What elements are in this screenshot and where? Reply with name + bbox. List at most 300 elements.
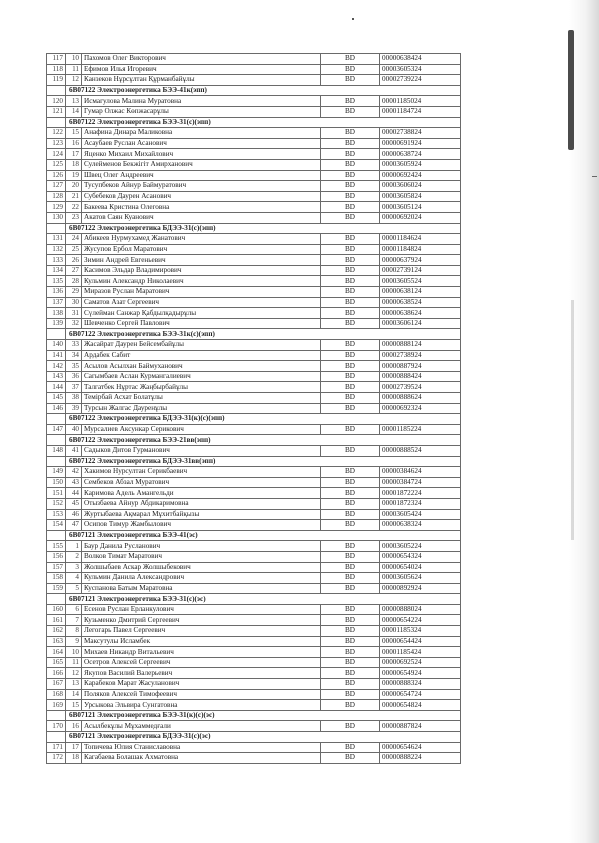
diploma-number: 00000692324	[380, 403, 461, 414]
group-header: 6В07122 Электроэнергетика БЭЭ-21вв(эпп)	[66, 435, 461, 446]
table-row	[47, 361, 461, 372]
table-body	[47, 54, 461, 764]
degree-code: BD	[321, 403, 380, 414]
table-row	[47, 509, 461, 520]
full-name: Баур Данила Русланович	[82, 541, 321, 552]
table-row	[47, 403, 461, 414]
group-number: 39	[66, 403, 82, 414]
table-row	[47, 562, 461, 573]
diploma-number: 00003605224	[380, 541, 461, 552]
row-number: 160	[47, 604, 66, 615]
group-header-row	[47, 117, 461, 128]
diploma-number: 00000654924	[380, 668, 461, 679]
diploma-number: 00000692024	[380, 212, 461, 223]
full-name: Жасайрат Даурен Бейсембайұлы	[82, 340, 321, 351]
degree-code: BD	[321, 138, 380, 149]
diploma-number: 00000384724	[380, 477, 461, 488]
row-number: 123	[47, 138, 66, 149]
group-header: 6В07122 Электроэнергетика БЭЭ-31(с)(эпп)	[66, 117, 461, 128]
degree-code: BD	[321, 64, 380, 75]
table-row	[47, 255, 461, 266]
diploma-number: 00000638524	[380, 297, 461, 308]
full-name: Субебеков Даурен Асанович	[82, 191, 321, 202]
table-row	[47, 573, 461, 584]
row-number: 166	[47, 668, 66, 679]
row-number: 119	[47, 75, 66, 86]
group-number: 37	[66, 382, 82, 393]
group-number: 16	[66, 138, 82, 149]
diploma-number: 00002739224	[380, 75, 461, 86]
group-header: 6В07122 Электроэнергетика БЭЭ-41к(эпп)	[66, 85, 461, 96]
row-number: 146	[47, 403, 66, 414]
table-row	[47, 128, 461, 139]
row-number: 117	[47, 54, 66, 65]
degree-code: BD	[321, 551, 380, 562]
empty-cell	[47, 732, 66, 743]
degree-code: BD	[321, 498, 380, 509]
degree-code: BD	[321, 657, 380, 668]
degree-code: BD	[321, 679, 380, 690]
full-name: Талгатбек Нұртас Жаңбырбайұлы	[82, 382, 321, 393]
table-row	[47, 276, 461, 287]
table-row	[47, 488, 461, 499]
degree-code: BD	[321, 477, 380, 488]
degree-code: BD	[321, 287, 380, 298]
table-row	[47, 636, 461, 647]
degree-code: BD	[321, 615, 380, 626]
group-header-row	[47, 710, 461, 721]
group-number: 38	[66, 393, 82, 404]
table-row	[47, 700, 461, 711]
diploma-number: 00000638124	[380, 287, 461, 298]
group-number: 29	[66, 287, 82, 298]
full-name: Кульмин Данила Александрович	[82, 573, 321, 584]
group-number: 23	[66, 212, 82, 223]
full-name: Михаев Никандр Витальевич	[82, 647, 321, 658]
full-name: Осетров Алексей Сергеевич	[82, 657, 321, 668]
group-header-row	[47, 414, 461, 425]
table-row	[47, 318, 461, 329]
diploma-number: 00000654224	[380, 615, 461, 626]
full-name: Саматов Азат Сергеевич	[82, 297, 321, 308]
row-number: 150	[47, 477, 66, 488]
degree-code: BD	[321, 583, 380, 594]
row-number: 153	[47, 509, 66, 520]
scan-dash	[592, 176, 597, 177]
degree-code: BD	[321, 700, 380, 711]
empty-cell	[47, 117, 66, 128]
diploma-number: 00000638424	[380, 54, 461, 65]
group-number: 12	[66, 75, 82, 86]
full-name: Асылбекұлы Мұхаммедғали	[82, 721, 321, 732]
group-number: 19	[66, 170, 82, 181]
degree-code: BD	[321, 234, 380, 245]
degree-code: BD	[321, 159, 380, 170]
diploma-number: 00000692424	[380, 170, 461, 181]
full-name: Асаубаев Руслан Асанович	[82, 138, 321, 149]
table-row	[47, 498, 461, 509]
degree-code: BD	[321, 626, 380, 637]
table-row	[47, 753, 461, 764]
row-number: 129	[47, 202, 66, 213]
table-row	[47, 54, 461, 65]
group-number: 18	[66, 753, 82, 764]
full-name: Сембеков Абзал Муратович	[82, 477, 321, 488]
group-header: 6В07121 Электроэнергетика БЭЭ-41(эс)	[66, 530, 461, 541]
table-row	[47, 647, 461, 658]
row-number: 161	[47, 615, 66, 626]
degree-code: BD	[321, 668, 380, 679]
diploma-number: 00000384624	[380, 467, 461, 478]
group-header-row	[47, 456, 461, 467]
group-number: 42	[66, 467, 82, 478]
table-row	[47, 308, 461, 319]
row-number: 143	[47, 371, 66, 382]
full-name: Поляков Алексей Тимофеевич	[82, 689, 321, 700]
row-number: 163	[47, 636, 66, 647]
table-row	[47, 287, 461, 298]
full-name: Максутулы Исламбек	[82, 636, 321, 647]
group-number: 3	[66, 562, 82, 573]
diploma-number: 00000888324	[380, 679, 461, 690]
degree-code: BD	[321, 520, 380, 531]
table-row	[47, 64, 461, 75]
table-row	[47, 234, 461, 245]
empty-cell	[47, 435, 66, 446]
table-row	[47, 615, 461, 626]
table-row	[47, 583, 461, 594]
degree-code: BD	[321, 191, 380, 202]
diploma-number: 00001185424	[380, 647, 461, 658]
diploma-number: 00000638624	[380, 308, 461, 319]
row-number: 133	[47, 255, 66, 266]
group-header-row	[47, 85, 461, 96]
scan-dot	[352, 18, 354, 20]
table-row	[47, 679, 461, 690]
diploma-number: 00001184724	[380, 106, 461, 117]
group-number: 7	[66, 615, 82, 626]
row-number: 158	[47, 573, 66, 584]
full-name: Сулейменов Бекжігіт Амирханович	[82, 159, 321, 170]
degree-code: BD	[321, 721, 380, 732]
diploma-number: 00003605624	[380, 573, 461, 584]
table-row	[47, 393, 461, 404]
empty-cell	[47, 414, 66, 425]
degree-code: BD	[321, 647, 380, 658]
empty-cell	[47, 594, 66, 605]
degree-code: BD	[321, 350, 380, 361]
diploma-number: 00002739524	[380, 382, 461, 393]
student-list-table	[46, 53, 461, 764]
row-number: 159	[47, 583, 66, 594]
diploma-number: 00000888524	[380, 445, 461, 456]
full-name: Журтыбаева Ақмарал Мұхитбайқызы	[82, 509, 321, 520]
table-row	[47, 424, 461, 435]
diploma-number: 00002738924	[380, 350, 461, 361]
diploma-number: 00003605424	[380, 509, 461, 520]
empty-cell	[47, 223, 66, 234]
group-header: 6В07122 Электроэнергетика БДЭЭ-31(к)(с)(эпп)	[66, 414, 461, 425]
full-name: Легогарь Павел Сергеевич	[82, 626, 321, 637]
group-number: 10	[66, 647, 82, 658]
row-number: 121	[47, 106, 66, 117]
table-row	[47, 106, 461, 117]
full-name: Касимов Эльдар Владимирович	[82, 265, 321, 276]
degree-code: BD	[321, 308, 380, 319]
diploma-number: 00000888024	[380, 604, 461, 615]
row-number: 144	[47, 382, 66, 393]
degree-code: BD	[321, 255, 380, 266]
full-name: Осипов Тимур Жамбылович	[82, 520, 321, 531]
row-number: 167	[47, 679, 66, 690]
diploma-number: 00003605924	[380, 159, 461, 170]
group-number: 4	[66, 573, 82, 584]
row-number: 148	[47, 445, 66, 456]
row-number: 131	[47, 234, 66, 245]
diploma-number: 00000654824	[380, 700, 461, 711]
row-number: 145	[47, 393, 66, 404]
diploma-number: 00000692524	[380, 657, 461, 668]
group-number: 28	[66, 276, 82, 287]
diploma-number: 00000887924	[380, 361, 461, 372]
table-row	[47, 742, 461, 753]
degree-code: BD	[321, 265, 380, 276]
diploma-number: 00000892924	[380, 583, 461, 594]
full-name: Якупов Василий Валерьевич	[82, 668, 321, 679]
full-name: Кагабаева Болашак Ахматовна	[82, 753, 321, 764]
group-number: 35	[66, 361, 82, 372]
degree-code: BD	[321, 382, 380, 393]
row-number: 169	[47, 700, 66, 711]
full-name: Гумар Олжас Көпжасарұлы	[82, 106, 321, 117]
degree-code: BD	[321, 276, 380, 287]
degree-code: BD	[321, 54, 380, 65]
group-header-row	[47, 435, 461, 446]
group-number: 15	[66, 128, 82, 139]
row-number: 124	[47, 149, 66, 160]
diploma-number: 00003605124	[380, 202, 461, 213]
table-row	[47, 340, 461, 351]
group-number: 22	[66, 202, 82, 213]
table-row	[47, 149, 461, 160]
group-number: 15	[66, 700, 82, 711]
row-number: 149	[47, 467, 66, 478]
diploma-number: 00001185324	[380, 626, 461, 637]
full-name: Жолшыбаев Аскар Жолшыбекович	[82, 562, 321, 573]
group-number: 44	[66, 488, 82, 499]
group-header: 6В07121 Электроэнергетика БЭЭ-31(с)(эс)	[66, 594, 461, 605]
full-name: Турсын Жалгас Дауренұлы	[82, 403, 321, 414]
degree-code: BD	[321, 212, 380, 223]
diploma-number: 00000654424	[380, 636, 461, 647]
diploma-number: 00003605824	[380, 191, 461, 202]
group-number: 20	[66, 181, 82, 192]
degree-code: BD	[321, 128, 380, 139]
row-number: 135	[47, 276, 66, 287]
table-row	[47, 212, 461, 223]
degree-code: BD	[321, 604, 380, 615]
row-number: 136	[47, 287, 66, 298]
group-number: 36	[66, 371, 82, 382]
diploma-number: 00000888424	[380, 371, 461, 382]
full-name: Волков Тимат Маратович	[82, 551, 321, 562]
full-name: Кульмин Александр Николаевич	[82, 276, 321, 287]
group-number: 30	[66, 297, 82, 308]
table-row	[47, 191, 461, 202]
full-name: Карабеков Марат Жасуланович	[82, 679, 321, 690]
group-header-row	[47, 223, 461, 234]
row-number: 138	[47, 308, 66, 319]
table-row	[47, 721, 461, 732]
group-header-row	[47, 329, 461, 340]
row-number: 168	[47, 689, 66, 700]
degree-code: BD	[321, 170, 380, 181]
degree-code: BD	[321, 424, 380, 435]
diploma-number: 00001184624	[380, 234, 461, 245]
row-number: 156	[47, 551, 66, 562]
diploma-number: 00000888224	[380, 753, 461, 764]
diploma-number: 00002739124	[380, 265, 461, 276]
empty-cell	[47, 530, 66, 541]
degree-code: BD	[321, 106, 380, 117]
table-row	[47, 467, 461, 478]
full-name: Ардабек Сабит	[82, 350, 321, 361]
diploma-number: 00000654724	[380, 689, 461, 700]
full-name: Тусупбеков Айнур Баймуратович	[82, 181, 321, 192]
row-number: 141	[47, 350, 66, 361]
degree-code: BD	[321, 202, 380, 213]
table-row	[47, 371, 461, 382]
degree-code: BD	[321, 297, 380, 308]
diploma-number: 00001185024	[380, 96, 461, 107]
diploma-number: 00000887824	[380, 721, 461, 732]
group-number: 13	[66, 96, 82, 107]
full-name: Отызбаева Айнур Абдикаримовна	[82, 498, 321, 509]
full-name: Мурсалиев Аксункар Серикович	[82, 424, 321, 435]
degree-code: BD	[321, 318, 380, 329]
full-name: Кузьменко Дмитрий Сергеевич	[82, 615, 321, 626]
degree-code: BD	[321, 753, 380, 764]
group-header: 6В07122 Электроэнергетика БДЭЭ-31вв(эпп)	[66, 456, 461, 467]
row-number: 134	[47, 265, 66, 276]
full-name: Урсыкова Эльвира Сунгатовна	[82, 700, 321, 711]
table-row	[47, 181, 461, 192]
scan-artifact	[571, 300, 574, 540]
group-number: 11	[66, 657, 82, 668]
diploma-number: 00000638324	[380, 520, 461, 531]
empty-cell	[47, 456, 66, 467]
full-name: Сүлейман Санжар Қабдылқадырұлы	[82, 308, 321, 319]
group-number: 46	[66, 509, 82, 520]
row-number: 155	[47, 541, 66, 552]
group-header: 6В07121 Электроэнергетика БДЭЭ-31(с)(эс)	[66, 732, 461, 743]
table-row	[47, 626, 461, 637]
row-number: 164	[47, 647, 66, 658]
group-number: 17	[66, 742, 82, 753]
row-number: 147	[47, 424, 66, 435]
degree-code: BD	[321, 340, 380, 351]
diploma-number: 00003606124	[380, 318, 461, 329]
table-row	[47, 604, 461, 615]
row-number: 170	[47, 721, 66, 732]
row-number: 137	[47, 297, 66, 308]
group-header: 6В07122 Электроэнергетика БДЭЭ-31(с)(эпп)	[66, 223, 461, 234]
group-number: 21	[66, 191, 82, 202]
group-number: 41	[66, 445, 82, 456]
degree-code: BD	[321, 742, 380, 753]
group-number: 32	[66, 318, 82, 329]
full-name: Акатов Саян Куанович	[82, 212, 321, 223]
degree-code: BD	[321, 509, 380, 520]
group-number: 33	[66, 340, 82, 351]
table-row	[47, 382, 461, 393]
empty-cell	[47, 710, 66, 721]
group-number: 2	[66, 551, 82, 562]
table-row	[47, 477, 461, 488]
group-header: 6В07121 Электроэнергетика БЭЭ-31(к)(с)(эс)	[66, 710, 461, 721]
diploma-number: 00001872224	[380, 488, 461, 499]
diploma-number: 00000637924	[380, 255, 461, 266]
row-number: 165	[47, 657, 66, 668]
degree-code: BD	[321, 636, 380, 647]
table-row	[47, 689, 461, 700]
table-row	[47, 350, 461, 361]
full-name: Темірбай Асхат Болатұлы	[82, 393, 321, 404]
degree-code: BD	[321, 445, 380, 456]
group-number: 6	[66, 604, 82, 615]
row-number: 118	[47, 64, 66, 75]
row-number: 157	[47, 562, 66, 573]
group-number: 43	[66, 477, 82, 488]
diploma-number: 00002738824	[380, 128, 461, 139]
row-number: 171	[47, 742, 66, 753]
group-number: 18	[66, 159, 82, 170]
group-header-row	[47, 530, 461, 541]
group-number: 34	[66, 350, 82, 361]
row-number: 128	[47, 191, 66, 202]
group-number: 12	[66, 668, 82, 679]
group-number: 14	[66, 106, 82, 117]
table-row	[47, 170, 461, 181]
full-name: Абикеев Нурмухамед Жанатович	[82, 234, 321, 245]
scan-artifact	[568, 30, 574, 150]
table-row	[47, 265, 461, 276]
empty-cell	[47, 85, 66, 96]
full-name: Зимин Андрей Евгеньевич	[82, 255, 321, 266]
degree-code: BD	[321, 75, 380, 86]
diploma-number: 00003605324	[380, 64, 461, 75]
group-number: 13	[66, 679, 82, 690]
full-name: Шевченко Сергей Павлович	[82, 318, 321, 329]
group-number: 24	[66, 234, 82, 245]
degree-code: BD	[321, 488, 380, 499]
table-row	[47, 520, 461, 531]
diploma-number: 00001184824	[380, 244, 461, 255]
group-number: 14	[66, 689, 82, 700]
full-name: Есенов Руслан Ерланкулович	[82, 604, 321, 615]
full-name: Миразов Руслан Маратович	[82, 287, 321, 298]
row-number: 126	[47, 170, 66, 181]
group-number: 9	[66, 636, 82, 647]
degree-code: BD	[321, 467, 380, 478]
table-row	[47, 297, 461, 308]
full-name: Жусупов Ербол Маратович	[82, 244, 321, 255]
full-name: Топичева Юлия Станиславовна	[82, 742, 321, 753]
full-name: Исмагулова Малина Муратовна	[82, 96, 321, 107]
table-row	[47, 96, 461, 107]
row-number: 152	[47, 498, 66, 509]
group-number: 1	[66, 541, 82, 552]
